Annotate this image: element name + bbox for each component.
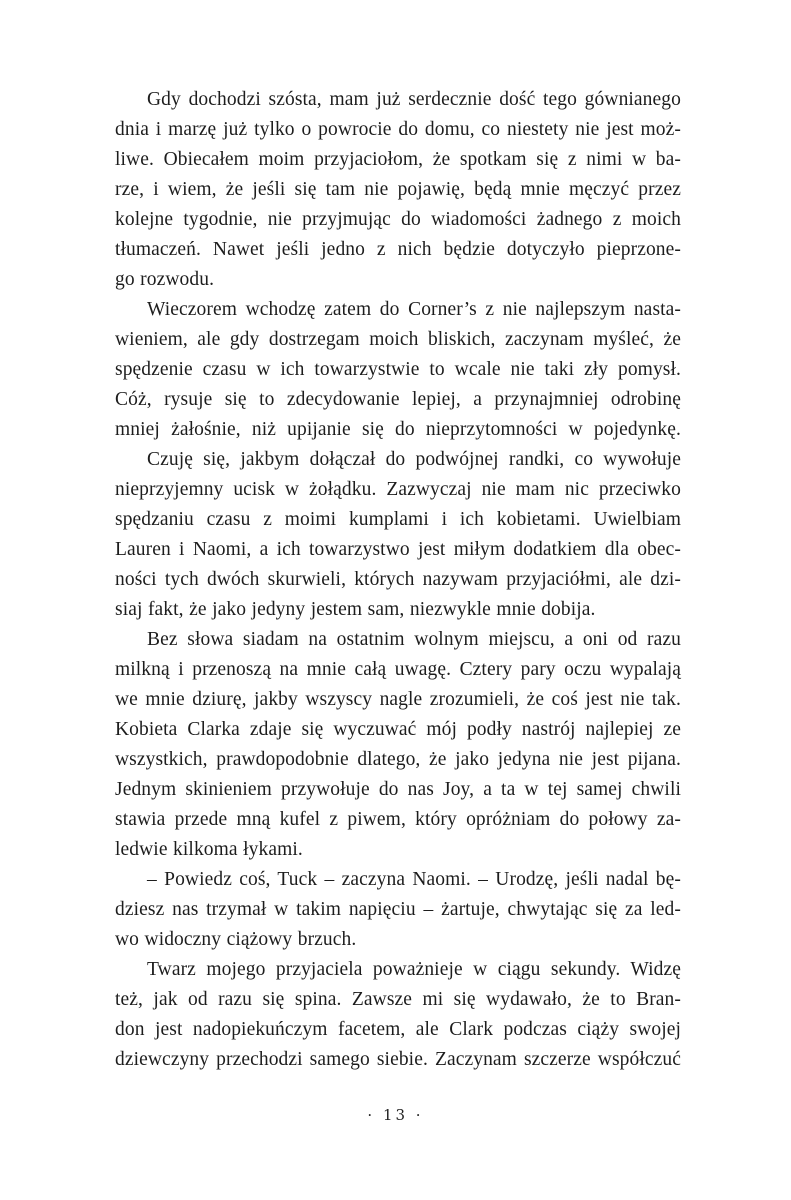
paragraph-3: [115, 445, 681, 625]
text-line: spędzenie czasu w ich towarzystwie to wcale nie taki zły pomysł.: [115, 359, 681, 380]
paragraph-2: [115, 295, 681, 445]
text-line: liwe. Obiecałem moim przyjaciołom, że spotkam się z nimi w ba-: [115, 149, 681, 170]
page-number: · 13 ·: [367, 1106, 424, 1124]
text-line: Gdy dochodzi szósta, mam już serdecznie dość tego gównianego: [147, 89, 681, 110]
text-line: Jednym skinieniem przywołuje do nas Joy, a ta w tej samej chwili: [115, 779, 681, 800]
paragraph-6: [115, 955, 681, 1075]
text-line: wo widoczny ciążowy brzuch.: [115, 929, 357, 950]
text-line: Kobieta Clarka zdaje się wyczuwać mój podły nastrój najlepiej ze: [115, 719, 681, 740]
text-line: też, jak od razu się spina. Zawsze mi się wydawało, że to Bran-: [115, 989, 681, 1010]
text-line: Bez słowa siadam na ostatnim wolnym miejscu, a oni od razu: [147, 629, 681, 650]
text-line: wieniem, ale gdy dostrzegam moich bliskich, zaczynam myśleć, że: [115, 329, 681, 350]
text-line: Wieczorem wchodzę zatem do Corner’s z nie najlepszym nasta-: [147, 299, 681, 320]
text-line: dnia i marzę już tylko o powrocie do domu, co niestety nie jest moż-: [115, 119, 681, 140]
text-line: rze, i wiem, że jeśli się tam nie pojawię, będą mnie męczyć przez: [115, 179, 681, 200]
text-line: tłumaczeń. Nawet jeśli jedno z nich będzie dotyczyło pieprzone-: [115, 239, 681, 260]
text-line: Czuję się, jakbym dołączał do podwójnej randki, co wywołuje: [147, 449, 681, 470]
text-line: nieprzyjemny ucisk w żołądku. Zazwyczaj nie mam nic przeciwko: [115, 479, 681, 500]
text-line: spędzaniu czasu z moimi kumplami i ich kobietami. Uwielbiam: [115, 509, 681, 530]
text-line: wszystkich, prawdopodobnie dlatego, że jako jedyna nie jest pijana.: [115, 749, 681, 770]
text-line: Cóż, rysuje się to zdecydowanie lepiej, a przynajmniej odrobinę: [115, 389, 681, 410]
text-line: milkną i przenoszą na mnie całą uwagę. Cztery pary oczu wypalają: [115, 659, 681, 680]
paragraph-4: [115, 625, 681, 865]
text-line: dziewczyny przechodzi samego siebie. Zaczynam szczerze współczuć: [115, 1049, 681, 1070]
paragraph-5-dialogue: [115, 865, 681, 955]
text-line: ności tych dwóch skurwieli, których nazywam przyjaciółmi, ale dzi-: [115, 569, 681, 590]
text-line: – Powiedz coś, Tuck – zaczyna Naomi. – Urodzę, jeśli nadal bę-: [147, 869, 681, 890]
text-line: we mnie dziurę, jakby wszyscy nagle zrozumieli, że coś jest nie tak.: [115, 689, 681, 710]
text-line: kolejne tygodnie, nie przyjmując do wiadomości żadnego z moich: [115, 209, 681, 230]
text-line: stawia przede mną kufel z piwem, który opróżniam do połowy za-: [115, 809, 681, 830]
text-line: mniej żałośnie, niż upijanie się do nieprzytomności w pojedynkę.: [115, 419, 681, 440]
text-line: Twarz mojego przyjaciela poważnieje w ciągu sekundy. Widzę: [147, 959, 681, 980]
text-line: go rozwodu.: [115, 269, 215, 290]
text-line: dziesz nas trzymał w takim napięciu – żartuje, chwytając się za led-: [115, 899, 681, 920]
text-line: don jest nadopiekuńczym facetem, ale Clark podczas ciąży swojej: [115, 1019, 681, 1040]
text-line: ledwie kilkoma łykami.: [115, 839, 303, 860]
text-line: Lauren i Naomi, a ich towarzystwo jest miłym dodatkiem dla obec-: [115, 539, 681, 560]
text-line: siaj fakt, że jako jedyny jestem sam, niezwykle mnie dobija.: [115, 599, 596, 620]
paragraph-1: [115, 85, 681, 295]
text-block: [115, 85, 681, 1075]
